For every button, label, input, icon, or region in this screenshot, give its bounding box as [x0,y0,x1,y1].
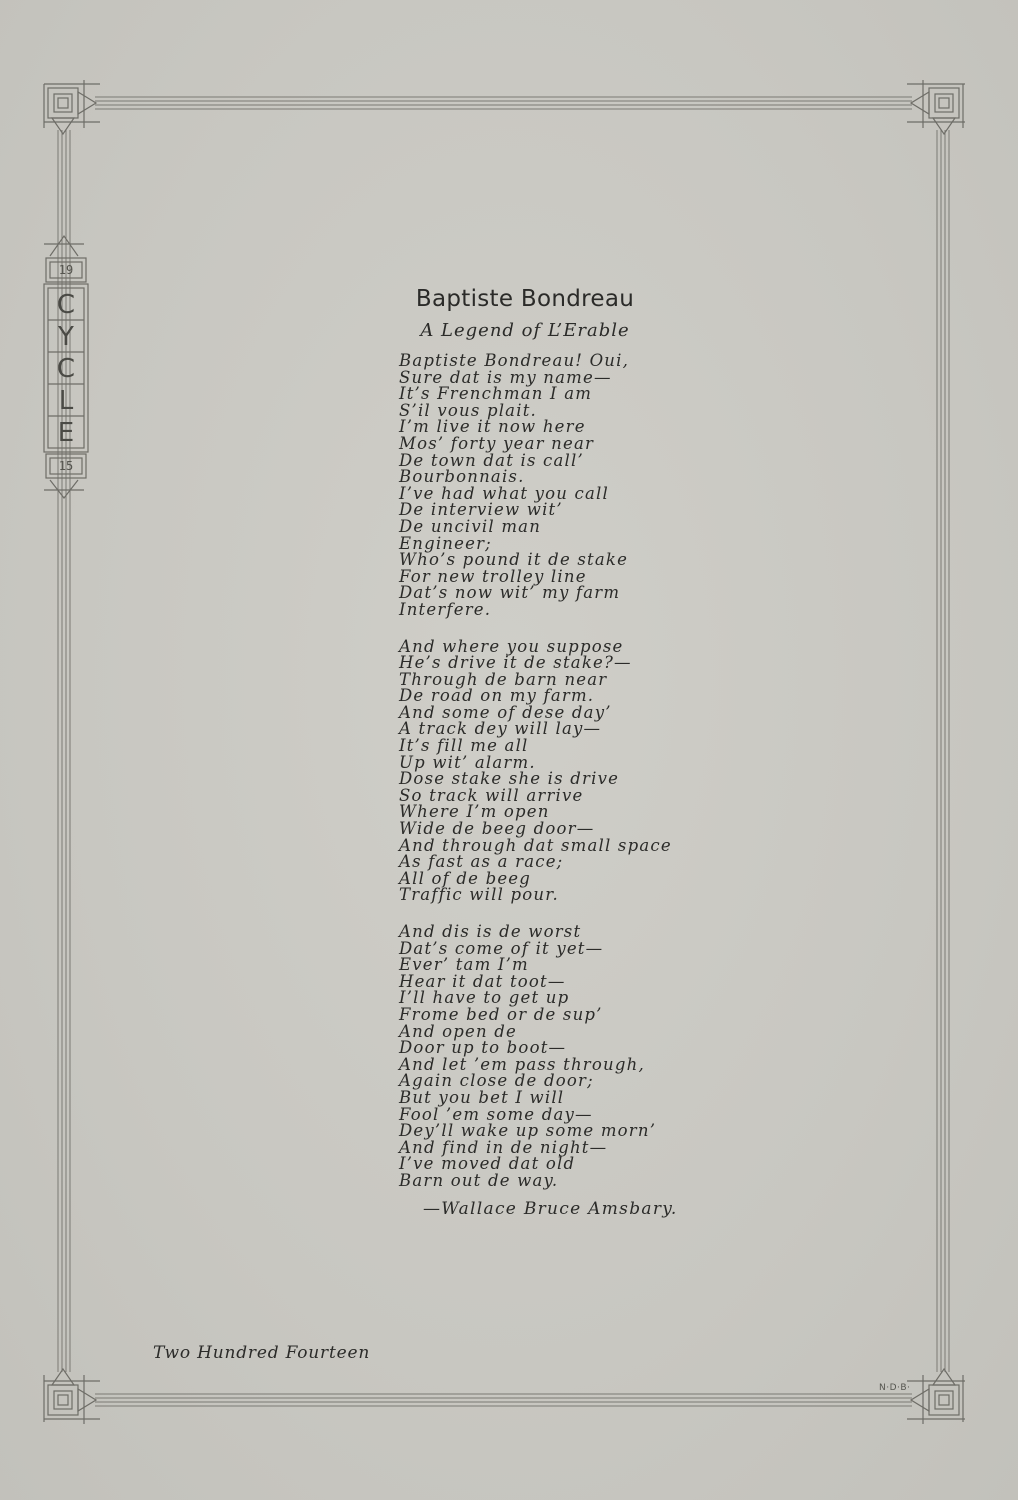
poem-body [399,353,819,1190]
poem-line: De interview wit’ [399,500,563,520]
poem-line: Baptiste Bondreau! Oui, [399,351,630,370]
poem-line: And some of dese day’ [399,702,612,722]
poem-line: And open de [399,1021,518,1041]
poem-line: For new trolley line [399,566,587,586]
poem-line: Who’s pound it de stake [399,550,629,570]
poem-line: Wide de beeg door— [399,819,595,839]
poem-line: Up wit’ alarm. [399,752,536,772]
poem-line: Ever’ tam I’m [399,955,529,975]
poem-line: As fast as a race; [399,852,564,872]
poem-line: De uncivil man [399,516,542,536]
poem-line: Traffic will pour. [399,885,559,905]
poem-line: Hear it dat toot— [399,971,566,991]
poem-line: I’m live it now here [399,417,586,437]
poem-line: Again close de door; [399,1071,594,1091]
side-panel-letter: C [56,290,76,320]
stanza [399,924,819,1190]
poem-title: Baptiste Bondreau [415,286,635,312]
poem-line: S’il vous plait. [399,400,537,420]
poem-line: It’s fill me all [399,736,529,756]
poem-line: And let ’em pass through, [399,1054,645,1074]
poem-line: Frome bed or de sup’ [399,1004,603,1024]
poem-line: So track will arrive [399,785,584,805]
poem-line: Sure dat is my name— [399,367,612,387]
poem-line: Bourbonnais. [399,467,525,487]
side-panel-letter: Y [58,322,74,352]
side-panel-letter: L [58,386,74,416]
poem-subtitle: A Legend of L’Erable [420,320,630,341]
stanza [399,353,819,619]
poem-author: —Wallace Bruce Amsbary. [423,1199,678,1219]
artist-signature: N·D·B· [879,1383,911,1393]
side-panel-letter: C [56,354,76,384]
poem-line: Mos’ forty year near [399,433,595,453]
side-panel-top-label: 19 [58,263,74,277]
poem-line: And where you suppose [399,636,624,656]
poem-line: De town dat is call’ [399,450,584,470]
poem-line: Where I’m open [399,802,550,822]
poem-line: Through de barn near [399,669,608,689]
poem-line: Interfere. [399,599,492,619]
poem-line: And find in de night— [399,1137,608,1157]
poem-line: But you bet I will [399,1087,565,1107]
poem-line: It’s Frenchman I am [399,384,593,404]
poem-line: Barn out de way. [399,1170,559,1190]
poem-line: Engineer; [399,533,492,553]
poem-line: Dose stake she is drive [399,769,620,789]
poem-line: And through dat small space [399,835,672,855]
poem-line: Dat’s come of it yet— [399,938,604,958]
side-panel-bottom-label: 15 [58,459,74,473]
poem-line: I’ve had what you call [399,483,609,503]
poem-line: Door up to boot— [399,1038,567,1058]
poem-line: Fool ’em some day— [399,1104,593,1124]
poem-line: All of de beeg [399,868,532,888]
poem-line: Dey’ll wake up some morn’ [399,1121,657,1141]
stanza [399,636,819,905]
page-number: Two Hundred Fourteen [153,1343,371,1363]
poem-line: Dat’s now wit’ my farm [399,583,621,603]
poem-line: De road on my farm. [399,686,595,706]
poem-line: And dis is de worst [399,922,582,941]
side-panel-letter: E [57,418,75,448]
poem-line: I’ll have to get up [399,988,570,1008]
poem-line: I’ve moved dat old [399,1154,576,1174]
poem-line: A track dey will lay— [399,719,602,739]
poem-line: He’s drive it de stake?— [399,653,632,673]
